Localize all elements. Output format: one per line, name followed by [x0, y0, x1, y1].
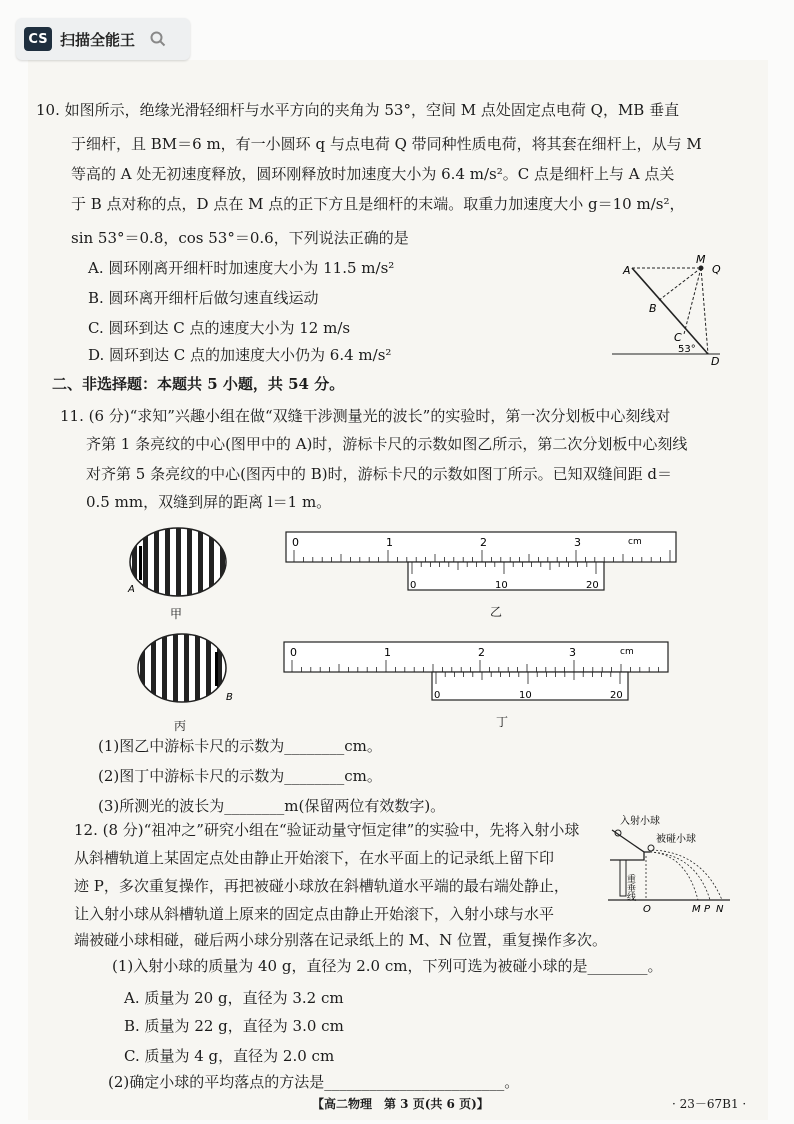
q12-option-a: A. 质量为 20 g，直径为 3.2 cm — [124, 989, 344, 1007]
q11-part-1: (1)图乙中游标卡尺的示数为________cm。 — [98, 737, 382, 755]
q12-label-p: P — [704, 904, 711, 914]
q10-angle: 53° — [678, 344, 696, 355]
caliper-yi-main-1: 1 — [386, 536, 393, 549]
q12-label-n: N — [716, 904, 724, 914]
fig-jia-point: A — [128, 584, 135, 595]
caliper-ding-vern-10: 10 — [519, 690, 532, 701]
q12-label-vertical: 重垂线 — [625, 874, 635, 901]
fig-jia-label: 甲 — [170, 607, 183, 621]
q12-line-4: 让入射小球从斜槽轨道上原来的固定点由静止开始滚下，入射小球与水平 — [74, 905, 555, 923]
caliper-yi-vern-10: 10 — [495, 580, 508, 591]
q12-line-2: 从斜槽轨道上某固定点处由静止开始滚下，在水平面上的记录纸上留下印 — [74, 849, 555, 867]
q10-label-q: Q — [712, 263, 721, 276]
caliper-ding-unit: cm — [620, 647, 634, 657]
caliper-ding-main-0: 0 — [290, 646, 297, 659]
caliper-ding-main-1: 1 — [384, 646, 391, 659]
q11-line-3: 对齐第 5 条亮纹的中心(图丙中的 B)时，游标卡尺的示数如图丁所示。已知双缝间距 d＝ — [86, 465, 672, 483]
q10-label-d: D — [711, 355, 720, 366]
caliper-yi-main-2: 2 — [480, 536, 487, 549]
app-logo: CS — [24, 27, 52, 51]
q12-figure — [606, 814, 734, 914]
fig-bing-point: B — [226, 692, 233, 703]
caliper-yi-unit: cm — [628, 537, 642, 547]
q11-part-3: (3)所测光的波长为________m(保留两位有效数字)。 — [98, 797, 446, 815]
q10-label-c: C — [674, 331, 682, 344]
caliper-yi-main-3: 3 — [574, 536, 581, 549]
caliper-ding-main-2: 2 — [478, 646, 485, 659]
q10-option-d: D. 圆环到达 C 点的加速度大小仍为 6.4 m/s² — [88, 346, 392, 364]
footer-page: 【高二物理 第 3 页(共 6 页)】 — [312, 1097, 489, 1111]
q11-part-2: (2)图丁中游标卡尺的示数为________cm。 — [98, 767, 382, 785]
q12-line-3: 迹 P，多次重复操作，再把被碰小球放在斜槽轨道水平端的最右端处静止， — [74, 877, 569, 895]
q11-line-1: 11. (6 分)“求知”兴趣小组在做“双缝干涉测量光的波长”的实验时，第一次分划板中心刻线对 — [60, 407, 671, 425]
app-name: 扫描全能王 — [60, 30, 136, 49]
fig-bing-label: 丙 — [174, 719, 187, 733]
q12-sub-2: (2)确定小球的平均落点的方法是________________________。 — [108, 1073, 520, 1091]
q12-label-o: O — [643, 904, 651, 914]
q12-line-1: 12. (8 分)“祖冲之”研究小组在“验证动量守恒定律”的实验中，先将入射小球 — [74, 821, 580, 839]
section-2-title: 二、非选择题：本题共 5 小题，共 54 分。 — [52, 375, 345, 393]
q10-line-3: 等高的 A 处无初速度释放，圆环刚释放时加速度大小为 6.4 m/s²。C 点是细杆上与 A 点关 — [71, 165, 675, 183]
search-icon[interactable] — [149, 30, 167, 48]
caliper-yi-vern-0: 0 — [410, 580, 417, 591]
q12-label-ball-in: 入射小球 — [620, 816, 660, 827]
caliper-ding-main-3: 3 — [569, 646, 576, 659]
q12-line-5: 端被碰小球相碰，碰后两小球分别落在记录纸上的 M、N 位置，重复操作多次。 — [74, 931, 608, 949]
q10-label-b: B — [649, 302, 657, 315]
caliper-yi — [284, 530, 684, 596]
q10-label-a: A — [623, 264, 631, 277]
q12-option-b: B. 质量为 22 g，直径为 3.0 cm — [124, 1017, 344, 1035]
fig-bing-fringes — [130, 630, 250, 720]
q10-line-2: 于细杆，且 BM＝6 m，有一小圆环 q 与点电荷 Q 带同种性质电荷，将其套在细杆上，从与 M — [71, 135, 702, 153]
caliper-ding-label: 丁 — [496, 715, 509, 729]
q10-line-4: 于 B 点对称的点，D 点在 M 点的正下方且是细杆的末端。取重力加速度大小 g＝10 m/s²， — [71, 195, 685, 213]
q10-option-a: A. 圆环刚离开细杆时加速度大小为 11.5 m/s² — [88, 259, 395, 277]
q10-option-b: B. 圆环离开细杆后做匀速直线运动 — [88, 289, 319, 307]
caliper-ding-vern-20: 20 — [610, 690, 623, 701]
q12-label-ball-hit: 被碰小球 — [656, 834, 696, 845]
q12-sub-1: (1)入射小球的质量为 40 g，直径为 2.0 cm，下列可选为被碰小球的是________。 — [112, 957, 663, 975]
q11-line-4: 0.5 mm，双缝到屏的距离 l＝1 m。 — [86, 493, 332, 511]
q12-label-m: M — [692, 904, 701, 914]
caliper-ding-vern-0: 0 — [434, 690, 441, 701]
q11-line-2: 齐第 1 条亮纹的中心(图甲中的 A)时，游标卡尺的示数如图乙所示，第二次分划板中心刻线 — [86, 435, 688, 453]
q10-figure — [608, 254, 728, 366]
footer-code: · 23－67B1 · — [672, 1097, 747, 1111]
caliper-yi-vern-20: 20 — [586, 580, 599, 591]
q10-line-5: sin 53°＝0.8，cos 53°＝0.6，下列说法正确的是 — [71, 229, 409, 247]
caliper-yi-main-0: 0 — [292, 536, 299, 549]
q10-label-m: M — [696, 254, 706, 266]
app-badge[interactable] — [16, 18, 190, 60]
q10-option-c: C. 圆环到达 C 点的速度大小为 12 m/s — [88, 319, 351, 337]
q10-line-1: 10. 如图所示，绝缘光滑轻细杆与水平方向的夹角为 53°，空间 M 点处固定点电荷 Q，MB 垂直 — [36, 101, 680, 119]
q12-option-c: C. 质量为 4 g，直径为 2.0 cm — [124, 1047, 335, 1065]
caliper-ding — [282, 640, 682, 706]
caliper-yi-label: 乙 — [490, 605, 503, 619]
